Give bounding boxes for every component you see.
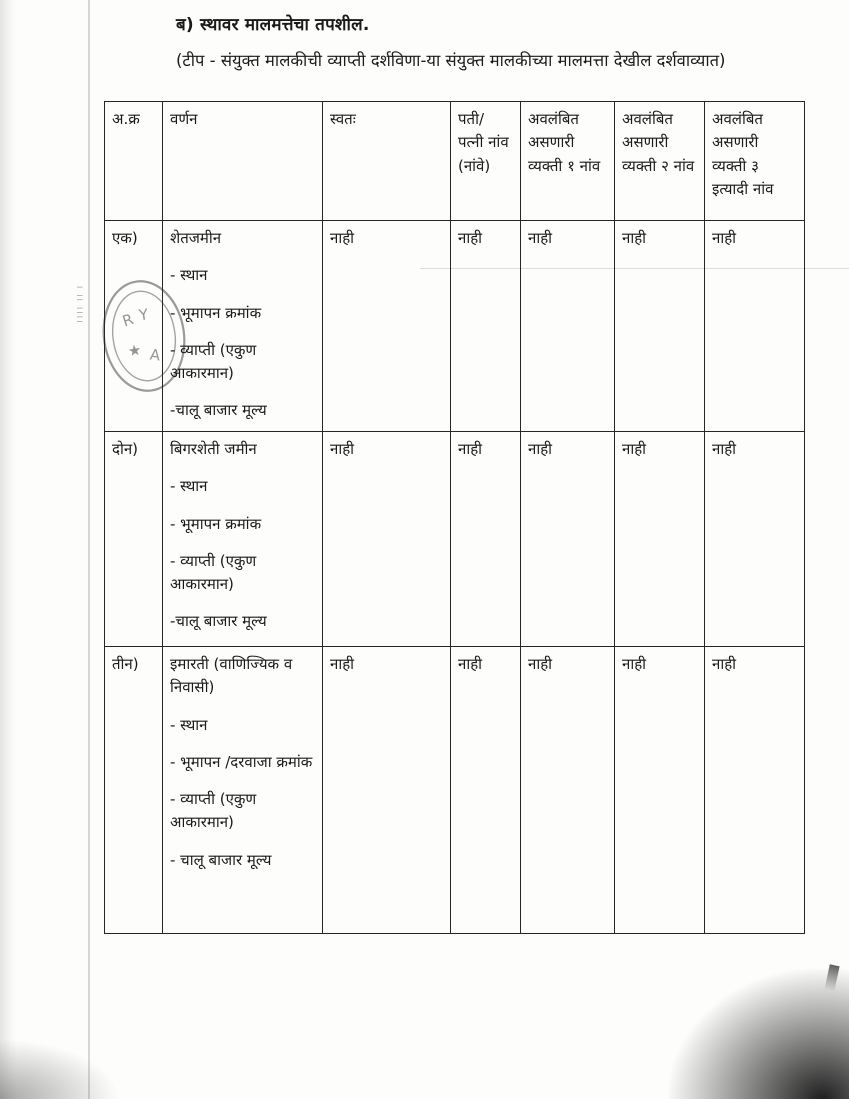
scan-bottom-right-shadow (669, 969, 849, 1099)
row-value-dependent-1: नाही (521, 432, 615, 647)
description-line: - भूमापन /दरवाजा क्रमांक (170, 752, 313, 771)
row-value-dependent-3: नाही (705, 432, 805, 647)
scan-edge-shadow (0, 0, 18, 1099)
column-header-self: स्वतः (323, 102, 451, 221)
row-srno: तीन) (105, 647, 163, 934)
scan-side-marks: । ।। ।।।। (74, 285, 84, 324)
table-row (105, 647, 805, 934)
property-details-table-wrapper (104, 101, 804, 934)
row-description (163, 432, 323, 647)
column-header-dependent-2: अवलंबित असणारी व्यक्ती २ नांव (615, 102, 705, 221)
page-title: ब) स्थावर मालमत्तेचा तपशील. (176, 15, 370, 35)
description-line: - व्याप्ती (एकुण आकारमान) (170, 340, 257, 382)
description-line: - स्थान (170, 266, 208, 285)
column-header-srno: अ.क्र (105, 102, 163, 221)
row-value-spouse: नाही (451, 221, 521, 432)
row-value-dependent-2: नाही (615, 432, 705, 647)
column-header-dependent-1: अवलंबित असणारी व्यक्ती १ नांव (521, 102, 615, 221)
row-value-dependent-2: नाही (615, 221, 705, 432)
row-value-self: नाही (323, 647, 451, 934)
description-line: - व्याप्ती (एकुण आकारमान) (170, 790, 257, 832)
svg-text:Y: Y (137, 305, 150, 325)
description-line: -चालू बाजार मूल्य (170, 612, 267, 631)
property-details-table (104, 101, 805, 934)
row-value-spouse: नाही (451, 432, 521, 647)
table-header (105, 102, 805, 221)
row-value-dependent-1: नाही (521, 221, 615, 432)
column-header-spouse: पती/ पत्नी नांव (नांवे) (451, 102, 521, 221)
table-row (105, 432, 805, 647)
svg-text:A: A (148, 345, 161, 365)
row-value-dependent-2: नाही (615, 647, 705, 934)
description-line: शेतजमीन (170, 229, 222, 247)
description-line: - स्थान (170, 477, 208, 496)
svg-text:R: R (120, 310, 136, 331)
description-line: इमारती (वाणिज्यिक व निवासी) (170, 655, 293, 697)
row-value-spouse: नाही (451, 647, 521, 934)
description-line: - व्याप्ती (एकुण आकारमान) (170, 551, 257, 593)
table-body (105, 221, 805, 934)
description-line: - भूमापन क्रमांक (170, 514, 262, 533)
row-value-dependent-1: नाही (521, 647, 615, 934)
description-line: - चालू बाजार मूल्य (170, 850, 272, 869)
scan-margin-line (88, 0, 90, 1099)
row-value-self: नाही (323, 432, 451, 647)
row-description (163, 647, 323, 934)
scan-bottom-left-shadow (0, 1039, 120, 1099)
note-text: (टीप - संयुक्त मालकीची व्याप्ती दर्शविणा-या संयुक्त मालकीच्या मालमत्ता देखील दर्शवाव्यात) (176, 51, 726, 70)
description-line: -चालू बाजार मूल्य (170, 401, 267, 420)
row-description (163, 221, 323, 432)
table-row (105, 221, 805, 432)
description-line: बिगरशेती जमीन (170, 440, 257, 458)
description-line: - स्थान (170, 715, 208, 734)
column-header-description: वर्णन (163, 102, 323, 221)
row-value-dependent-3: नाही (705, 647, 805, 934)
row-srno: दोन) (105, 432, 163, 647)
table-header-row (105, 102, 805, 221)
column-header-dependent-3: अवलंबित असणारी व्यक्ती ३ इत्यादी नांव (705, 102, 805, 221)
description-line: - भूमापन क्रमांक (170, 303, 262, 322)
row-srno: एक) (105, 221, 163, 432)
row-value-self: नाही (323, 221, 451, 432)
row-value-dependent-3: नाही (705, 221, 805, 432)
svg-text:★: ★ (126, 340, 143, 361)
